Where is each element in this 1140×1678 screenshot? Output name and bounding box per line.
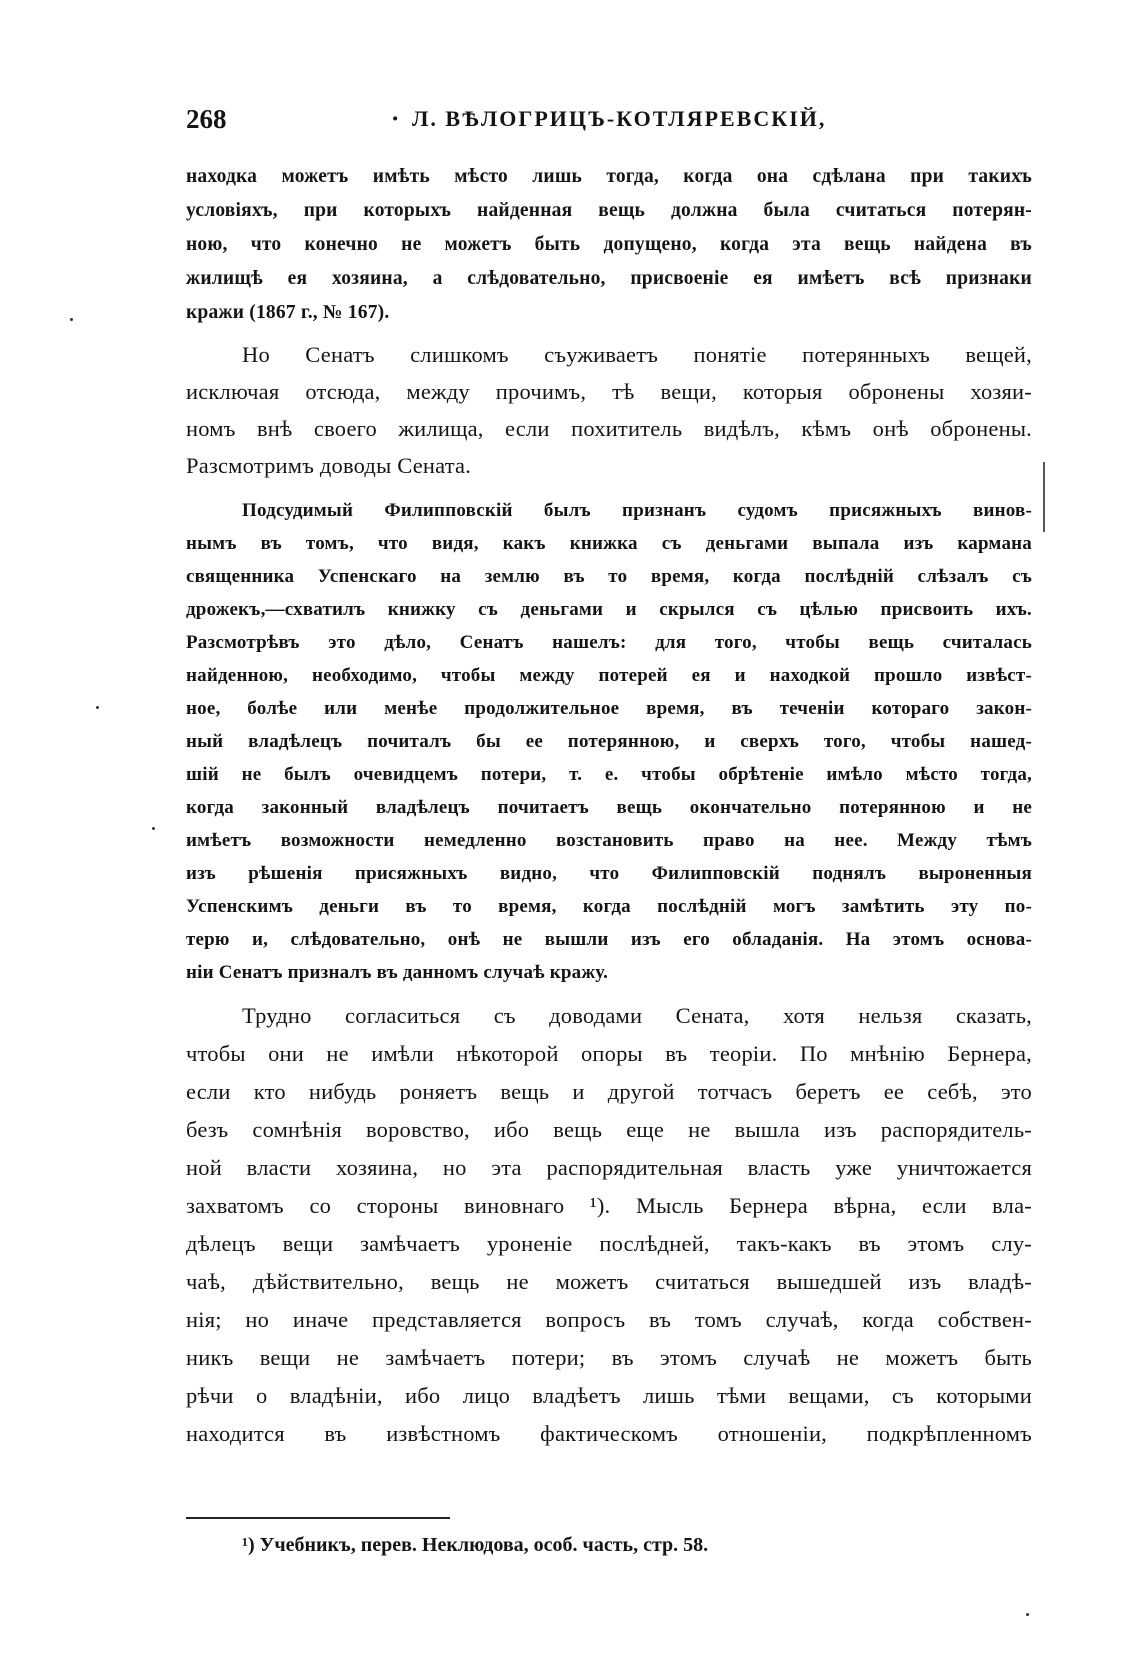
scan-speck	[70, 318, 73, 321]
text-line: изъ рѣшенія присяжныхъ видно, что Филипповскій поднялъ выроненныя	[186, 863, 1032, 884]
running-head-title: Л. ВѢЛОГРИЦЪ-КОТЛЯРЕВСКІЙ,	[412, 106, 827, 131]
text-line: захватомъ со стороны виновнаго ¹). Мысль Бернера вѣрна, если вла-	[186, 1193, 1032, 1218]
text-line: условіяхъ, при которыхъ найденная вещь должна была считаться потерян-	[186, 200, 1032, 221]
footnote-rule	[186, 1517, 450, 1519]
text-line: Разсмотрѣвъ это дѣло, Сенатъ нашелъ: для того, чтобы вещь считалась	[186, 632, 1032, 653]
text-line: ное, болѣе или менѣе продолжительное время, въ теченіи котораго закон-	[186, 698, 1032, 719]
text-line: ной власти хозяина, но эта распорядительная власть уже уничтожается	[186, 1155, 1032, 1180]
scan-speck	[1026, 1613, 1029, 1616]
text-line: ный владѣлецъ почиталъ бы ее потерянною, и сверхъ того, чтобы нашед-	[186, 731, 1032, 752]
text-line: шій не былъ очевидцемъ потери, т. е. чтобы обрѣтеніе имѣло мѣсто тогда,	[186, 764, 1032, 785]
text-line: нымъ въ томъ, что видя, какъ книжка съ деньгами выпала изъ кармана	[186, 533, 1032, 554]
text-line: ніи Сенатъ призналъ въ данномъ случаѣ кражу.	[186, 962, 609, 983]
text-line: Но Сенатъ слишкомъ съуживаетъ понятіе потерянныхъ вещей,	[242, 342, 1032, 367]
text-line: Трудно согласиться съ доводами Сената, хотя нельзя сказать,	[242, 1003, 1032, 1028]
page-number: 268	[186, 104, 227, 134]
text-line: безъ сомнѣнія воровство, ибо вещь еще не вышла изъ распорядитель-	[186, 1117, 1032, 1142]
text-line: находится въ извѣстномъ фактическомъ отношеніи, подкрѣпленномъ	[186, 1421, 1032, 1446]
text-line: находка можетъ имѣть мѣсто лишь тогда, когда она сдѣлана при такихъ	[186, 166, 1032, 187]
scan-speck	[152, 827, 155, 830]
text-line: священника Успенскаго на землю въ то время, когда послѣдній слѣзалъ съ	[186, 566, 1032, 587]
text-line: имѣетъ возможности немедленно возстановить право на нее. Между тѣмъ	[186, 830, 1032, 851]
text-line: когда законный владѣлецъ почитаетъ вещь окончательно потерянною и не	[186, 797, 1032, 818]
text-line: жилищѣ ея хозяина, а слѣдовательно, присвоеніе ея имѣетъ всѣ признаки	[186, 268, 1032, 289]
scan-speck	[96, 706, 99, 709]
text-line: нія; но иначе представляется вопросъ въ томъ случаѣ, когда собствен-	[186, 1307, 1032, 1332]
text-line: номъ внѣ своего жилища, если похититель видѣлъ, кѣмъ онѣ обронены.	[186, 416, 1032, 441]
text-line: ною, что конечно не можетъ быть допущено, когда эта вещь найдена въ	[186, 234, 1032, 255]
text-line: дрожекъ,—схватилъ книжку съ деньгами и скрылся съ цѣлью присвоить ихъ.	[186, 599, 1032, 620]
text-line: если кто нибудь роняетъ вещь и другой тотчасъ беретъ ее себѣ, это	[186, 1079, 1032, 1104]
text-line: чаѣ, дѣйствительно, вещь не можетъ считаться вышедшей изъ владѣ-	[186, 1269, 1032, 1294]
scan-margin-mark	[1043, 462, 1045, 532]
text-line: никъ вещи не замѣчаетъ потери; въ этомъ случаѣ не можетъ быть	[186, 1345, 1032, 1370]
text-line: кражи (1867 г., № 167).	[186, 302, 390, 323]
book-page	[186, 0, 1032, 1678]
text-line: рѣчи о владѣніи, ибо лицо владѣетъ лишь тѣми вещами, съ которыми	[186, 1383, 1032, 1408]
footnote: ¹) Учебникъ, перев. Неклюдова, особ. часть, стр. 58.	[242, 1534, 709, 1556]
text-line: найденною, необходимо, чтобы между потерей ея и находкой прошло извѣст-	[186, 665, 1032, 686]
text-line: Разсмотримъ доводы Сената.	[186, 453, 472, 478]
text-line: чтобы они не имѣли нѣкоторой опоры въ теоріи. По мнѣнію Бернера,	[186, 1041, 1032, 1066]
text-line: терю и, слѣдовательно, онѣ не вышли изъ его обладанія. На этомъ основа-	[186, 929, 1032, 950]
text-line: Успенскимъ деньги въ то время, когда послѣдній могъ замѣтить эту по-	[186, 896, 1032, 917]
header-dot: ·	[391, 106, 400, 133]
text-line: дѣлецъ вещи замѣчаетъ уроненіе послѣдней, такъ-какъ въ этомъ слу-	[186, 1231, 1032, 1256]
text-line: Подсудимый Филипповскій былъ признанъ судомъ присяжныхъ винов-	[242, 500, 1032, 521]
running-head	[186, 104, 1032, 144]
text-line: исключая отсюда, между прочимъ, тѣ вещи, которыя обронены хозяи-	[186, 379, 1032, 404]
